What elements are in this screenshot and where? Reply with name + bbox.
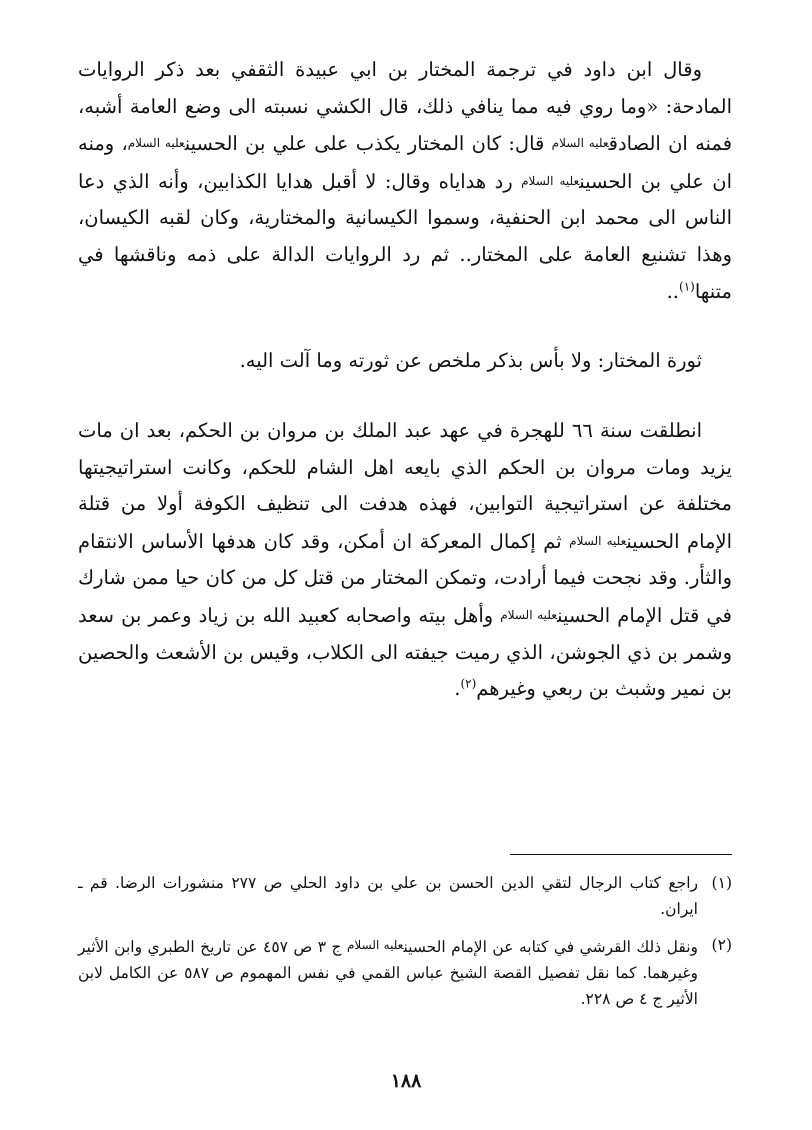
paragraph-1-segment-1: وقال ابن داود في ترجمة المختار بن ابي عبيدة الثقفي بعد ذكر الروايات المادحة: «وما روي فيه مما ينافي ذلك، قال الكشي نسبته الى وضع العامة أشبه، فمنه ان الصادق	[78, 58, 733, 156]
footnote-text: راجع كتاب الرجال لتقي الدين الحسن بن علي بن داود الحلي ص ٢٧٧ منشورات الرضا. قم ـ ايران.	[78, 874, 698, 918]
paragraph-revolution-heading	[78, 343, 732, 380]
honorific-mark: عليه السلام	[551, 136, 609, 151]
footnote-ref-1: (١)	[679, 279, 695, 294]
honorific-mark: عليه السلام	[521, 173, 580, 188]
paragraph-3-segment-3: وأهل بيته واصحابه كعبيد الله بن زياد وعمر بن سعد وشمر بن ذي الجوشن، الذي رميت جيفته الى الكلاب، وقيس بن الأشعث والحصين بن نمير وشبث بن ربعي وغيرهم	[78, 603, 732, 701]
footnote-number: (٢)	[711, 936, 732, 954]
paragraph-3-segment-2: ثم إكمال المعركة ان أمكن، وقد كان هدفها الأساس الانتقام والثأر. وقد نجحت فيما أرادت، وتمكن المختار من قتل كل من كان حيا ممن شارك في قتل الإمام الحسين	[78, 529, 732, 627]
paragraph-3-tail: .	[454, 677, 461, 701]
page-number: ١٨٨	[390, 1070, 422, 1092]
footnote-separator	[510, 854, 732, 855]
paragraph-1-segment-2: قال: كان المختار يكذب على علي بن الحسين	[184, 132, 545, 156]
paragraph-revolution-body	[78, 413, 732, 708]
paragraph-1-tail: ..	[666, 279, 680, 303]
honorific-mark: عليه السلام	[127, 136, 185, 151]
footnotes	[78, 870, 732, 1022]
honorific-mark: عليه السلام	[569, 533, 627, 548]
footnote-2	[78, 932, 732, 1012]
footnote-number: (١)	[711, 874, 732, 892]
paragraph-1-segment-4: رد هداياه وقال: لا أقبل هدايا الكذابين، وأنه الذي دعا الناس الى محمد ابن الحنفية، وسموا الكيسانية والمختارية، وكان لقبه الكيسان، وهذا تشنيع العامة على المختار.. ثم رد الروايات الدالة على ذمه وناقشها في متنها	[78, 169, 732, 303]
footnote-text-part-1: ونقل ذلك القرشي في كتابه عن الإمام الحسين	[403, 938, 699, 956]
paragraph-2-text: ثورة المختار: ولا بأس بذكر ملخص عن ثورته وما آلت اليه.	[239, 349, 702, 372]
honorific-mark: عليه السلام	[347, 938, 404, 952]
honorific-mark: عليه السلام	[500, 607, 558, 622]
paragraph-3-segment-1: انطلقت سنة ٦٦ للهجرة في عهد عبد الملك بن مروان بن الحكم، بعد ان مات يزيد ومات مروان بن الحكم الذي بايعه اهل الشام للحكم، وكانت استراتيجيتها مختلفة عن استراتيجية التوابين، فهذه هدفت الى تنظيف الكوفة أولا من قتلة الإمام الحسين	[78, 419, 732, 553]
footnote-ref-2: (٢)	[460, 676, 477, 691]
footnote-text-part-2: ج ٣ ص ٤٥٧ عن تاريخ الطبري وابن الأثير وغيرهما. كما نقل تفصيل القصة الشيخ عباس القمي في نفس المهموم ص ٥٨٧ عن الكامل لابن الأثير ج ٤ ص ٢٢٨.	[78, 938, 698, 1008]
paragraph-ibn-dawud	[78, 52, 732, 310]
paragraph-1-segment-3: ، ومنه ان علي بن الحسين	[78, 132, 732, 193]
footnote-1	[78, 870, 732, 922]
